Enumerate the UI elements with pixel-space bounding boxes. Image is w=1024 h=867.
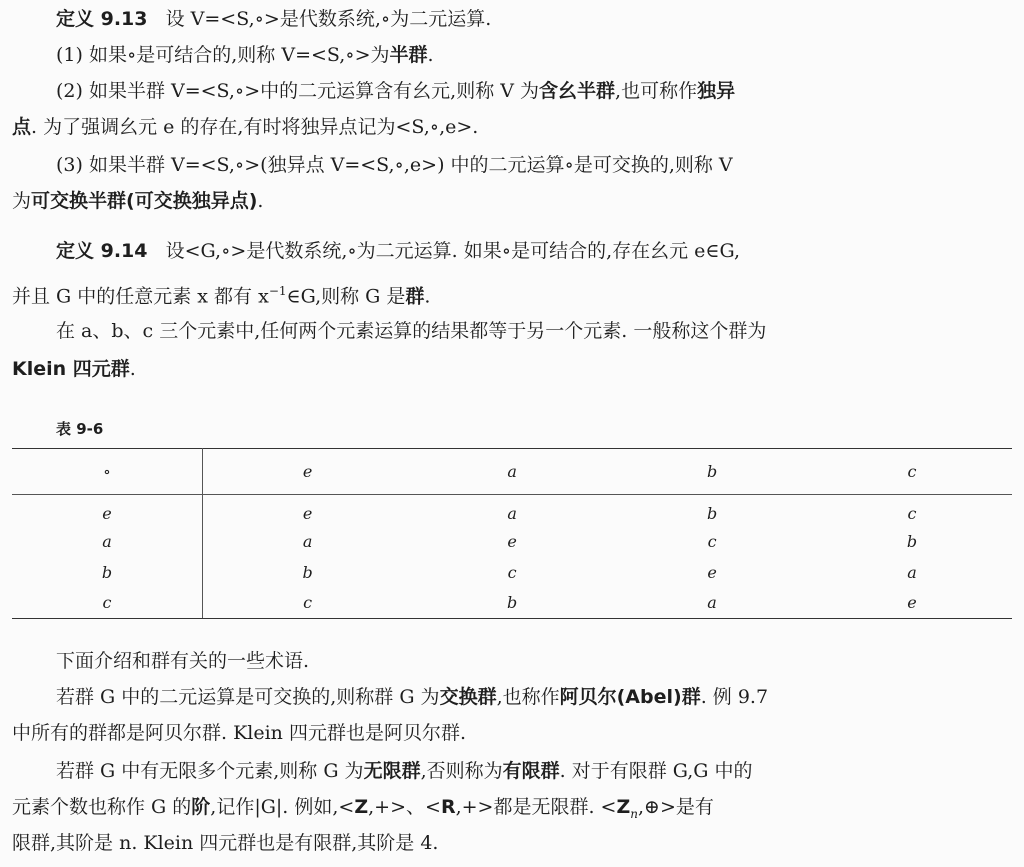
header-cell: a — [412, 449, 612, 495]
table-cell: a — [907, 562, 917, 582]
table-cell: b — [706, 503, 718, 523]
text: ∈G,则称 G 是 — [286, 285, 406, 308]
subscript-n: n — [630, 806, 638, 821]
integers-symbol: Z — [354, 796, 369, 818]
table-cell: c — [707, 531, 717, 551]
row-head-cell: b — [12, 557, 203, 588]
table-cell: a — [302, 531, 313, 551]
header-cell: b — [612, 449, 812, 495]
header-cell: ∘ — [12, 449, 203, 495]
table-cell: e — [707, 562, 717, 582]
table-row — [12, 526, 1012, 557]
term-abel-group: 阿贝尔(Abel)群 — [559, 686, 701, 708]
reals-symbol: R — [440, 796, 456, 818]
inverse-exponent: −1 — [268, 284, 287, 298]
klein-line-2 — [12, 356, 1012, 382]
text: . — [129, 358, 136, 380]
term-commutative-semigroup: 可交换半群(可交换独异点) — [31, 190, 258, 212]
table-caption: 表 9-6 — [56, 420, 104, 438]
table-cell: b — [906, 531, 918, 551]
term-commutative-group: 交换群 — [439, 686, 497, 708]
text: 设<G,∘>是代数系统,∘为二元运算. 如果∘是可结合的,存在幺元 e∈G, — [165, 240, 740, 262]
integers-mod-n-symbol: Z — [616, 796, 631, 818]
table-header-row — [12, 449, 1012, 495]
text: 若群 G 中有无限多个元素,则称 G 为 — [56, 760, 364, 782]
def-9-13-line-4 — [12, 114, 1012, 140]
term-infinite-group: 无限群 — [363, 760, 421, 782]
def-9-13-line-1 — [56, 6, 1024, 32]
terms-order-line-2 — [12, 794, 1012, 827]
row-head-cell: a — [12, 526, 203, 557]
klein-operation-table — [12, 448, 1012, 619]
text: ,也称作 — [496, 686, 560, 708]
def-9-13-heading: 定义 9.13 — [56, 8, 148, 30]
terms-order-line-1 — [56, 758, 1024, 784]
table-cell: e — [302, 503, 313, 523]
def-9-13-line-5 — [56, 152, 1024, 178]
text: 并且 G 中的任意元素 x 都有 x — [12, 285, 269, 308]
text: 元素个数也称作 G 的 — [12, 796, 192, 818]
text: . 为了强调幺元 e 的存在,有时将独异点记为<S,∘,e>. — [31, 116, 479, 138]
text: . 例 9.7 — [700, 686, 769, 708]
table-cell: c — [907, 503, 917, 523]
terms-abel-line-2 — [12, 720, 1012, 746]
text: 若群 G 中的二元运算是可交换的,则称群 G 为 — [56, 686, 440, 708]
text: 中所有的群都是阿贝尔群. Klein 四元群也是阿贝尔群. — [12, 722, 466, 744]
text: . — [257, 190, 264, 212]
text: 下面介绍和群有关的一些术语. — [56, 650, 310, 672]
text: ,+>都是无限群. < — [455, 796, 617, 818]
table-cell: b — [412, 588, 612, 619]
text: (2) 如果半群 V=<S,∘>中的二元运算含有幺元,则称 V 为 — [56, 80, 540, 102]
text: (3) 如果半群 V=<S,∘>(独异点 V=<S,∘,e>) 中的二元运算∘是可交换的,则称 V — [56, 154, 733, 176]
table-cell: e — [812, 588, 1012, 619]
row-head-cell: c — [12, 588, 203, 619]
text: . 对于有限群 G,G 中的 — [559, 760, 753, 782]
table-cell: a — [507, 503, 517, 523]
text: 在 a、b、c 三个元素中,任何两个元素运算的结果都等于另一个元素. 一般称这个群为 — [56, 320, 767, 342]
text: 为 — [12, 190, 32, 212]
table-cell: e — [507, 531, 517, 551]
text: (1) 如果∘是可结合的,则称 V=<S,∘>为 — [56, 44, 390, 66]
def-9-13-line-6 — [12, 188, 1012, 214]
def-9-14-line-2 — [12, 278, 1012, 309]
term-order: 阶 — [191, 796, 211, 818]
text: . — [424, 285, 431, 308]
term-semigroup: 半群 — [389, 44, 428, 66]
klein-line-1 — [56, 318, 1024, 344]
table-cell: b — [302, 562, 313, 582]
term-klein-four-group: Klein 四元群 — [12, 358, 130, 380]
row-head-cell: e — [12, 495, 203, 526]
header-cell: e — [203, 449, 413, 495]
table-row — [12, 588, 1012, 619]
text: . — [427, 44, 434, 66]
text: ,+>、< — [368, 796, 441, 818]
terms-abel-line-1 — [56, 684, 1024, 710]
def-9-14-heading: 定义 9.14 — [56, 240, 148, 262]
table-cell: c — [507, 562, 517, 582]
table-cell: c — [203, 588, 413, 619]
text: ,否则称为 — [420, 760, 503, 782]
header-cell: c — [812, 449, 1012, 495]
text: ,⊕>是有 — [637, 796, 714, 818]
terms-order-line-3 — [12, 830, 1012, 856]
term-group: 群 — [405, 285, 425, 308]
term-monoid-cont: 点 — [12, 116, 32, 138]
table-row — [12, 495, 1012, 526]
text: ,也可称作 — [615, 80, 698, 102]
def-9-13-line-3 — [56, 78, 1012, 104]
table-row — [12, 557, 1012, 588]
terms-intro — [56, 648, 1024, 674]
def-9-13-line-2 — [56, 42, 1024, 68]
text: ,记作|G|. 例如,< — [210, 796, 355, 818]
term-monoid: 独异 — [697, 80, 736, 102]
term-finite-group: 有限群 — [502, 760, 560, 782]
text: 设 V=<S,∘>是代数系统,∘为二元运算. — [165, 8, 492, 30]
term-monoid-semigroup: 含幺半群 — [539, 80, 616, 102]
def-9-14-line-1 — [56, 238, 1024, 264]
text: 限群,其阶是 n. Klein 四元群也是有限群,其阶是 4. — [12, 832, 439, 854]
table-cell: a — [612, 588, 812, 619]
